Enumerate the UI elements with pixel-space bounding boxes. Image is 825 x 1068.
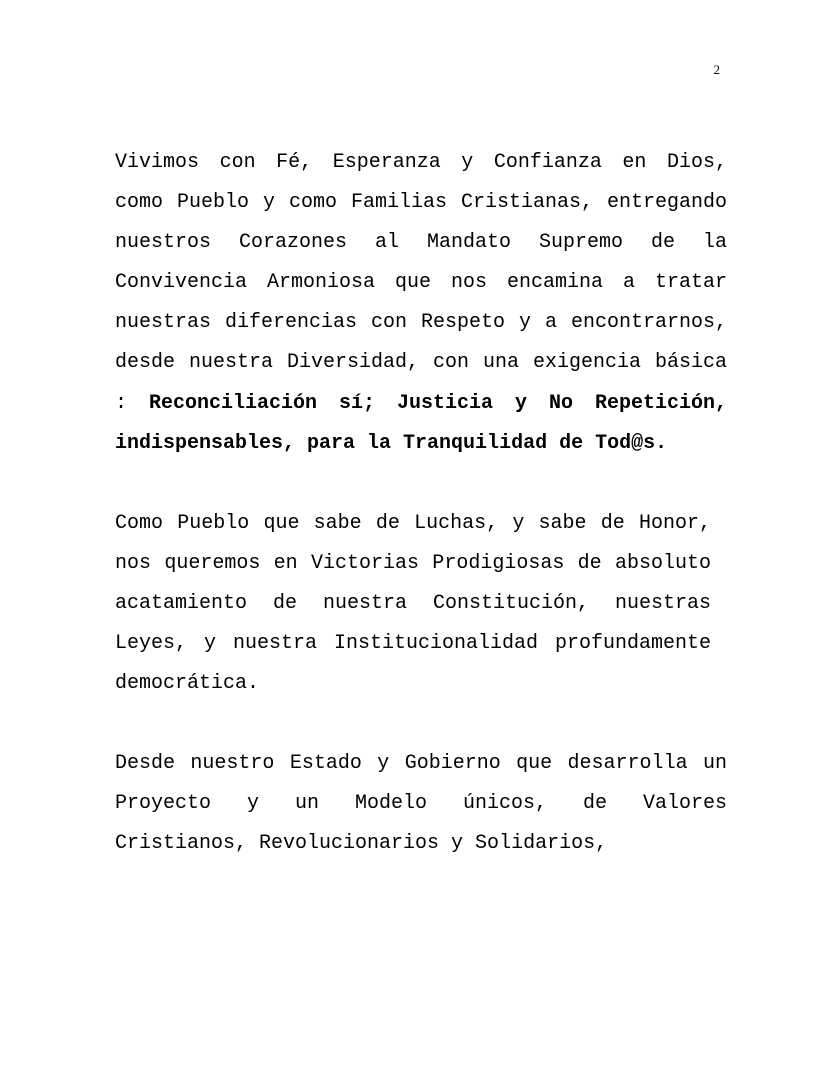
document-body	[115, 143, 727, 865]
page-number: 2	[713, 62, 720, 77]
paragraph-2	[115, 504, 711, 704]
paragraph-3	[115, 744, 727, 864]
paragraph-3-text: Desde nuestro Estado y Gobierno que desarrolla un Proyecto y un Modelo únicos, de Valores Cristianos, Revolucionarios y Solidarios,	[115, 752, 727, 856]
paragraph-2-text: Como Pueblo que sabe de Luchas, y sabe de Honor, nos queremos en Victorias Prodigiosas de absoluto acatamiento de nuestra Constitución, nuestras Leyes, y nuestra Institucionalidad profundamente democrática.	[115, 511, 711, 696]
paragraph-1-text: Vivimos con Fé, Esperanza y Confianza en Dios, como Pueblo y como Familias Cristianas, entregando nuestros Corazones al Mandato Supremo de la Convivencia Armoniosa que nos encamina a tratar nuestras diferencias con Respeto y a encontrarnos, desde nuestra Diversidad, con una exigencia básica :	[115, 151, 727, 415]
paragraph-1-bold-text: Reconciliación sí; Justicia y No Repetición, indispensables, para la Tranquilidad de Tod@s.	[115, 391, 727, 455]
paragraph-1	[115, 143, 727, 464]
